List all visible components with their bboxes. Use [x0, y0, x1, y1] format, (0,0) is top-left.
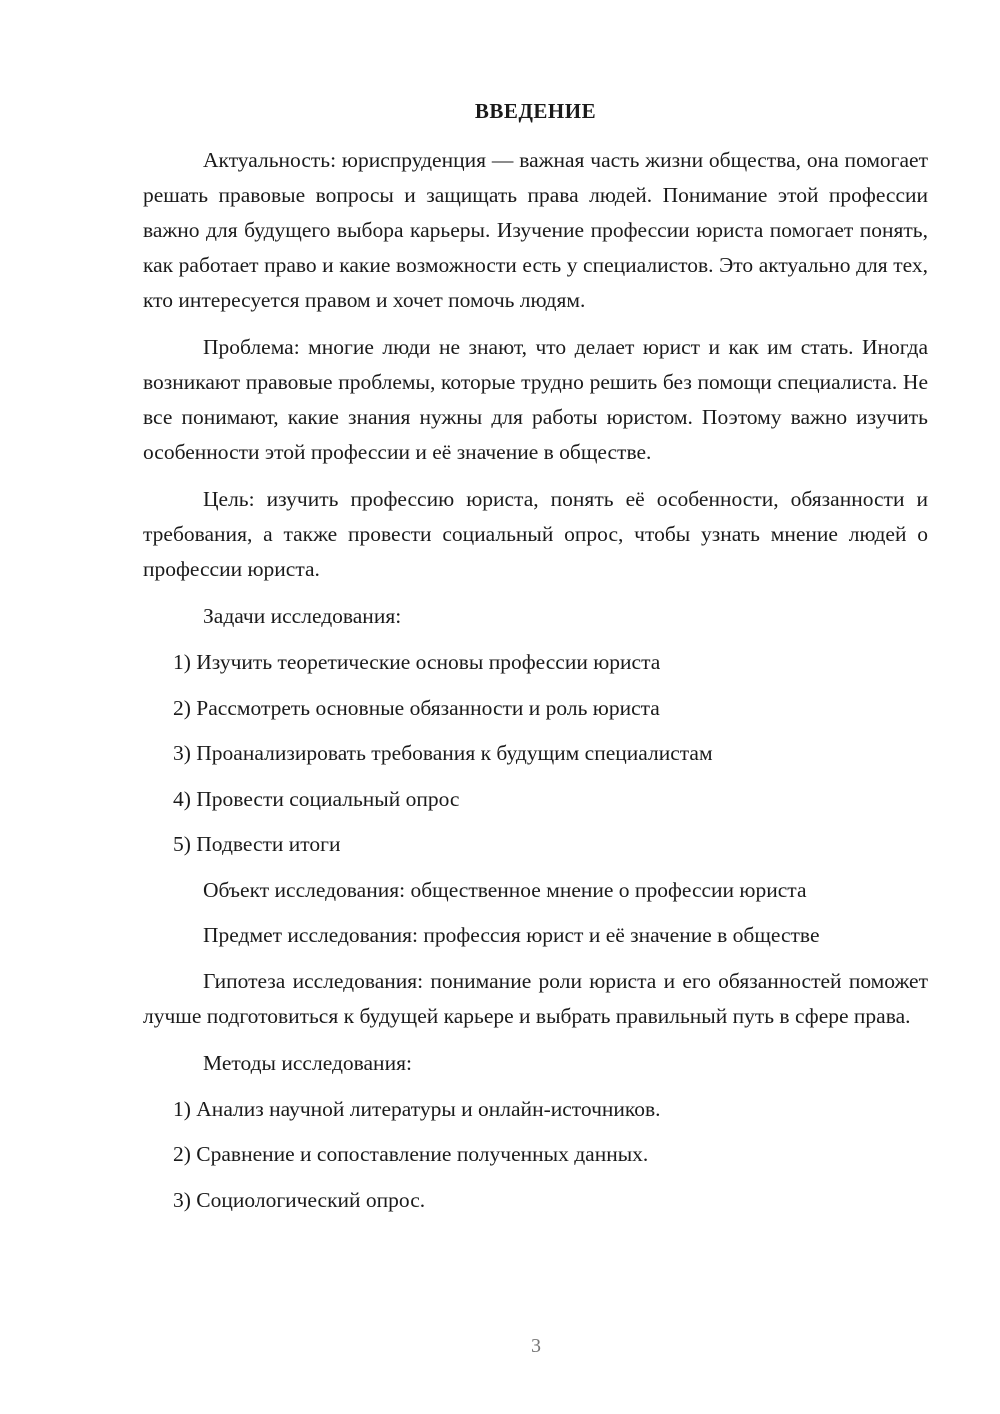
object-line: Объект исследования: общественное мнение о профессии юриста	[203, 877, 807, 902]
list-item: 2) Сравнение и сопоставление полученных данных.	[173, 1142, 649, 1166]
list-item: 4) Провести социальный опрос	[173, 786, 460, 811]
relevance-paragraph: Актуальность: юриспруденция — важная часть жизни общества, она помогает решать правовые вопросы и защищать права людей. Понимание этой профессии важно для будущего выбора карьеры. Изучение профессии юриста помогает понять, как работает право и какие возможности есть у специалистов. Это актуально для тех, кто интересуется правом и хочет помочь людям.	[143, 148, 928, 312]
list-item: 1) Анализ научной литературы и онлайн-источников.	[173, 1096, 661, 1121]
goal-paragraph: Цель: изучить профессию юриста, понять её особенности, обязанности и требования, а также провести социальный опрос, чтобы узнать мнение людей о профессии юриста.	[143, 487, 928, 581]
list-item: 1) Изучить теоретические основы профессии юриста	[173, 650, 661, 674]
subject-line: Предмет исследования: профессия юрист и её значение в обществе	[203, 923, 820, 947]
page-number: 3	[531, 1335, 541, 1357]
hypothesis-paragraph: Гипотеза исследования: понимание роли юриста и его обязанностей поможет лучше подготовиться к будущей карьере и выбрать правильный путь в сфере права.	[143, 968, 928, 1028]
list-item: 5) Подвести итоги	[173, 832, 341, 856]
list-item: 3) Социологический опрос.	[173, 1187, 426, 1212]
page-number-container	[0, 1334, 1000, 1358]
tasks-list	[143, 645, 928, 862]
tasks-heading: Задачи исследования:	[203, 604, 402, 628]
methods-heading: Методы исследования:	[203, 1050, 412, 1075]
document-page	[143, 96, 928, 1228]
methods-list	[143, 1092, 928, 1218]
list-item: 3) Проанализировать требования к будущим специалистам	[173, 741, 713, 765]
page-title: ВВЕДЕНИЕ	[474, 99, 597, 123]
list-item: 2) Рассмотреть основные обязанности и роль юриста	[173, 695, 660, 720]
problem-paragraph: Проблема: многие люди не знают, что делает юрист и как им стать. Иногда возникают правовые проблемы, которые трудно решить без помощи специалиста. Не все понимают, какие знания нужны для работы юристом. Поэтому важно изучить особенности этой профессии и её значение в обществе.	[143, 335, 928, 464]
